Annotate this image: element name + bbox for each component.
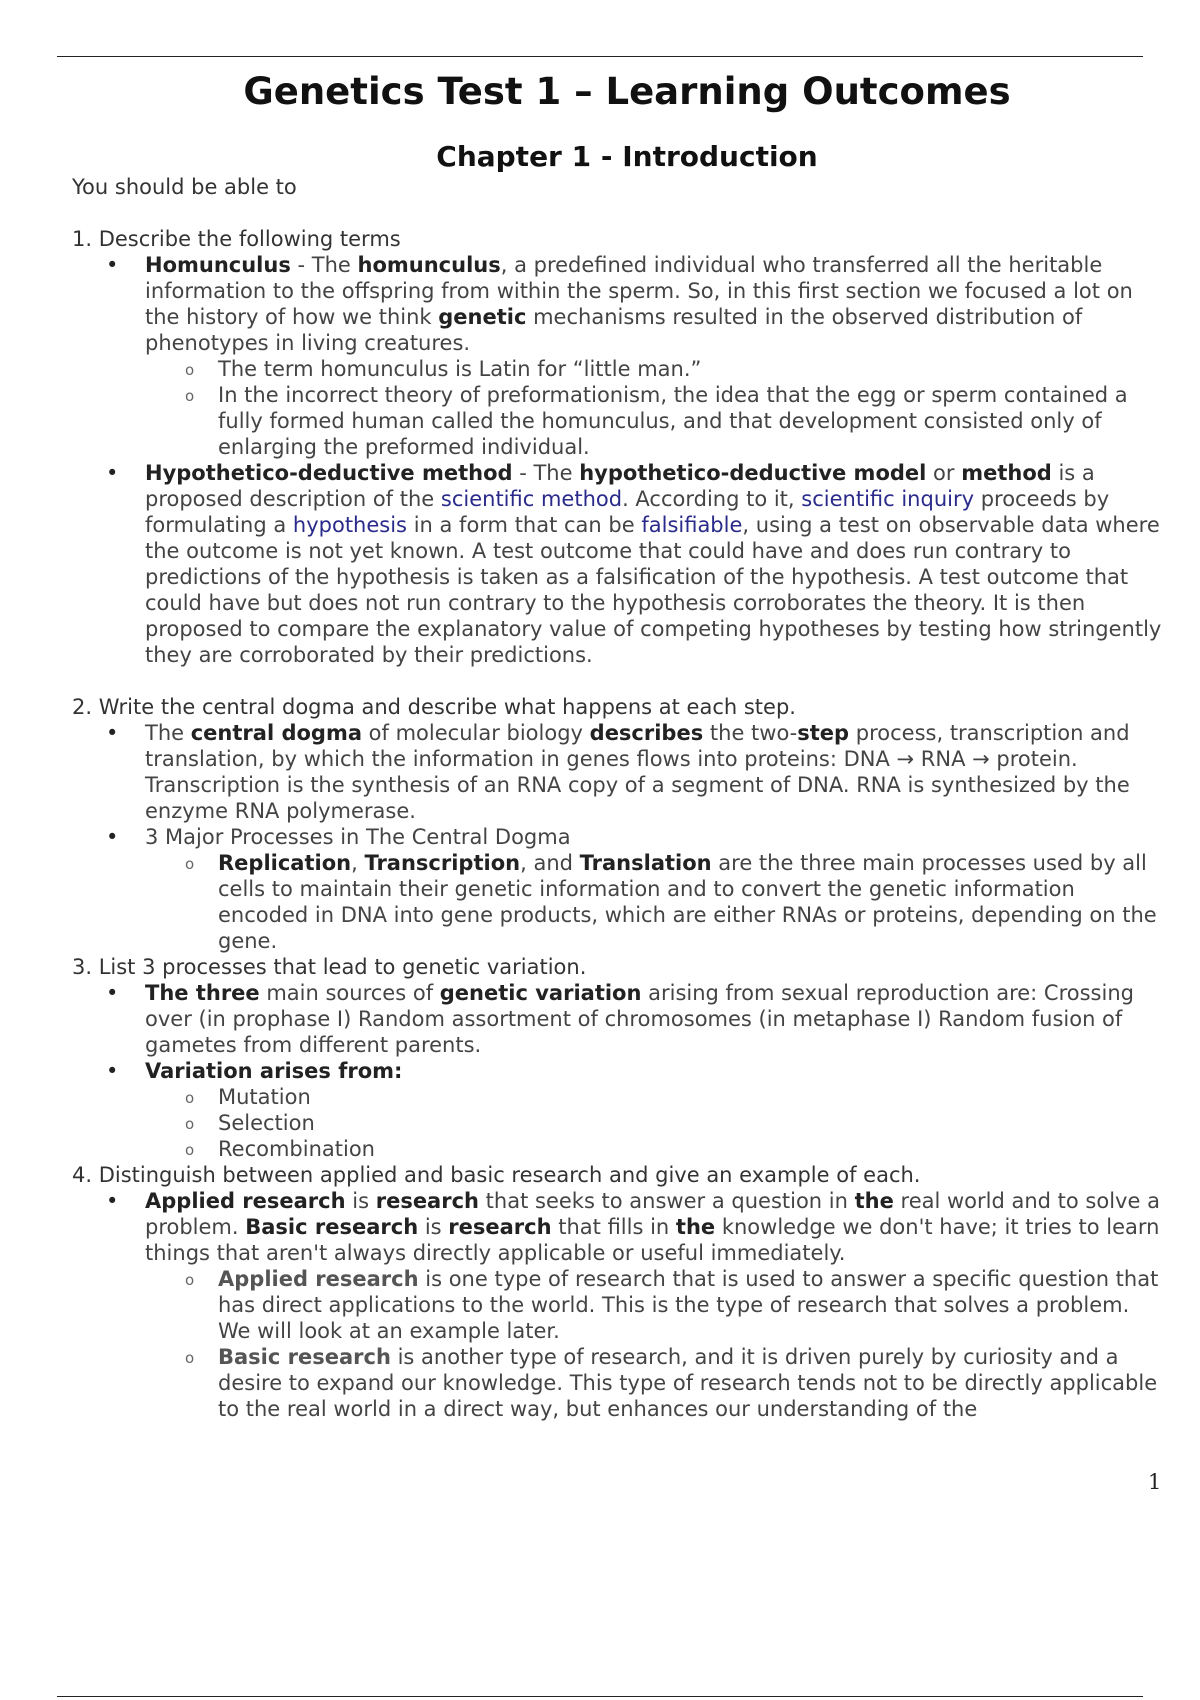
question-3: 3. List 3 processes that lead to genetic variation. — [72, 955, 587, 979]
bullet-central-dogma: • The central dogma of molecular biology describes the two-step process, transcription and translation, by which the information in genes flows into proteins: DNA → RNA → protein. Transcription is the synthesis of an RNA copy of a segment of DNA. RNA is synthesized by the enzyme RNA polymerase. — [72, 720, 1162, 824]
sub-item: o Replication, Transcription, and Translation are the three main processes used by all cells to maintain their genetic information and to convert the genetic information encoded in DNA into gene products, which are either RNAs or proteins, depending on the gene. — [145, 850, 1162, 954]
bottom-rule — [57, 1696, 1143, 1697]
bullet-variation-arises: • Variation arises from: o Mutation o Selection o Recombination — [72, 1058, 1162, 1162]
homunculus-sublist — [72, 356, 1162, 460]
sub-item: o Basic research is another type of research, and it is driven purely by curiosity and a desire to expand our knowledge. This type of research tends not to be directly applicable to the real world in a direct way, but enhances our understanding of the — [145, 1344, 1162, 1422]
sub-item: o The term homunculus is Latin for “little man.” — [145, 356, 1162, 382]
sub-item: o Selection — [145, 1110, 1162, 1136]
question-4: 4. Distinguish between applied and basic research and give an example of each. — [72, 1163, 921, 1187]
document-page — [72, 68, 1162, 1422]
question-2-list — [72, 720, 1162, 954]
bullet-homunculus: • Homunculus - The homunculus, a predefined individual who transferred all the heritable information to the offspring from within the sperm. So, in this first section we focused a lot on the history of how we think genetic mechanisms resulted in the observed distribution of phenotypes in living creatures. o The term homunculus is Latin for “little man.” o In the incorrect theory of preformationism, the idea that the egg or sperm contained a fully formed human called the homunculus, and that development consisted only of enlarging the preformed individual. — [72, 252, 1162, 460]
bullet-hypothetico-deductive: • Hypothetico-deductive method - The hypothetico-deductive model or method is a proposed description of the scientific method. According to it, scientific inquiry proceeds by formulating a hypothesis in a form that can be falsifiable, using a test on observable data where the outcome is not yet known. A test outcome that could have and does run contrary to predictions of the hypothesis is taken as a falsification of the hypothesis. A test outcome that could have but does not run contrary to the hypothesis corroborates the theory. It is then proposed to compare the explanatory value of competing hypotheses by testing how stringently they are corroborated by their predictions. — [72, 460, 1162, 668]
intro-text: You should be able to — [72, 175, 297, 199]
variation-sublist — [72, 1084, 1162, 1162]
major-processes-sublist — [72, 850, 1162, 954]
page-title: Genetics Test 1 – Learning Outcomes — [243, 70, 1011, 113]
question-1-list — [72, 252, 1162, 668]
bullet-major-processes: • 3 Major Processes in The Central Dogma o Replication, Transcription, and Translation are the three main processes used by all cells to maintain their genetic information and to convert the genetic information encoded in DNA into gene products, which are either RNAs or proteins, depending on the gene. — [72, 824, 1162, 954]
question-4-list — [72, 1188, 1162, 1422]
bullet-three-sources: • The three main sources of genetic variation arising from sexual reproduction are: Crossing over (in prophase I) Random assortment of chromosomes (in metaphase I) Random fusion of gametes from different parents. — [72, 980, 1162, 1058]
sub-item: o Recombination — [145, 1136, 1162, 1162]
bullet-applied-basic: • Applied research is research that seeks to answer a question in the real world and to solve a problem. Basic research is research that fills in the knowledge we don't have; it tries to learn things that aren't always directly applicable or useful immediately. o Applied research is one type of research that is used to answer a specific question that has direct applications to the world. This is the type of research that solves a problem. We will look at an example later. o Basic research is another type of research, and it is driven purely by curiosity and a desire to expand our knowledge. This type of research tends not to be directly applicable to the real world in a direct way, but enhances our understanding of the — [72, 1188, 1162, 1422]
research-sublist — [72, 1266, 1162, 1422]
sub-item: o Mutation — [145, 1084, 1162, 1110]
scientific-inquiry-link[interactable]: scientific inquiry — [801, 487, 975, 511]
question-1: 1. Describe the following terms — [72, 227, 401, 251]
scientific-method-link[interactable]: scientific method — [440, 487, 623, 511]
question-2: 2. Write the central dogma and describe what happens at each step. — [72, 695, 796, 719]
chapter-heading: Chapter 1 - Introduction — [436, 140, 818, 173]
hypothesis-link[interactable]: hypothesis — [292, 513, 408, 537]
sub-item: o In the incorrect theory of preformationism, the idea that the egg or sperm contained a fully formed human called the homunculus, and that development consisted only of enlarging the preformed individual. — [145, 382, 1162, 460]
top-rule — [57, 56, 1143, 57]
falsifiable-link[interactable]: falsifiable — [641, 513, 743, 537]
question-3-list — [72, 980, 1162, 1162]
page-number: 1 — [1148, 1470, 1162, 1494]
sub-item: o Applied research is one type of research that is used to answer a specific question that has direct applications to the world. This is the type of research that solves a problem. We will look at an example later. — [145, 1266, 1162, 1344]
